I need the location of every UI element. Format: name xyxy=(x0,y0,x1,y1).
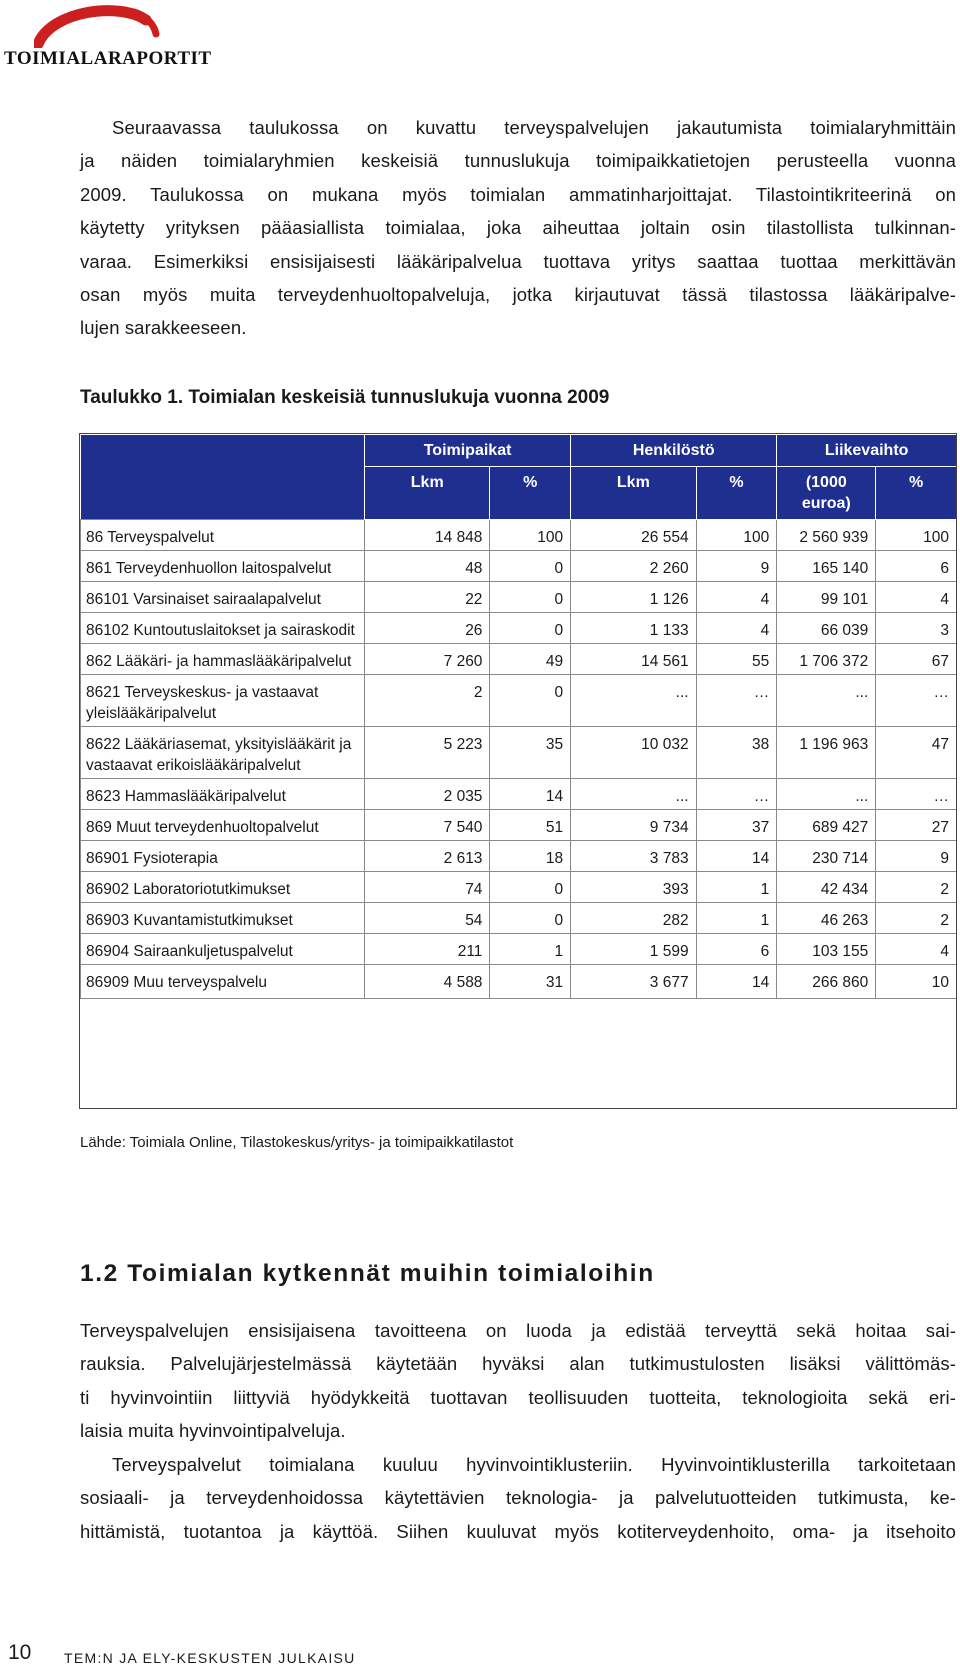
table-row xyxy=(81,644,957,675)
row-value-cell: 211 xyxy=(365,934,490,965)
row-value-cell: 66 039 xyxy=(777,613,876,644)
row-value-cell: 26 554 xyxy=(571,520,696,551)
intro-line: käytetty yrityksen pääasiallista toimialaa, joka aiheuttaa joltain osin tilastollista tulkinnan- xyxy=(80,217,956,239)
toimialaraportit-logo xyxy=(4,4,212,74)
row-label-cell: 86904 Sairaankuljetuspalvelut xyxy=(81,934,365,965)
row-value-cell: 10 032 xyxy=(571,727,696,779)
table-row xyxy=(81,903,957,934)
row-value-cell: 0 xyxy=(490,675,571,727)
row-value-cell: … xyxy=(876,779,957,810)
intro-line: lujen sarakkeeseen. xyxy=(80,317,247,339)
row-value-cell: 3 677 xyxy=(571,965,696,999)
row-value-cell: 2 260 xyxy=(571,551,696,582)
row-value-cell: 4 xyxy=(876,934,957,965)
row-value-cell: 7 540 xyxy=(365,810,490,841)
row-value-cell: 0 xyxy=(490,582,571,613)
row-label-cell: 8621 Terveyskeskus- ja vastaavat yleislääkäripalvelut xyxy=(81,675,365,727)
row-value-cell: 6 xyxy=(876,551,957,582)
row-value-cell: 103 155 xyxy=(777,934,876,965)
row-value-cell: 0 xyxy=(490,551,571,582)
logo-text: TOIMIALARAPORTIT xyxy=(4,48,212,69)
group-header-liikevaihto: Liikevaihto xyxy=(777,435,957,467)
row-value-cell: ... xyxy=(777,779,876,810)
row-value-cell: ... xyxy=(777,675,876,727)
row-value-cell: 10 xyxy=(876,965,957,999)
row-value-cell: 55 xyxy=(696,644,777,675)
row-value-cell: 6 xyxy=(696,934,777,965)
row-value-cell: 0 xyxy=(490,613,571,644)
row-value-cell: 100 xyxy=(490,520,571,551)
row-label-cell: 862 Lääkäri- ja hammaslääkäripalvelut xyxy=(81,644,365,675)
table-corner-cell xyxy=(81,435,365,520)
row-value-cell: 165 140 xyxy=(777,551,876,582)
section-line: laisia muita hyvinvointipalveluja. xyxy=(80,1420,346,1442)
row-value-cell: 230 714 xyxy=(777,841,876,872)
row-value-cell: … xyxy=(876,675,957,727)
row-value-cell: 9 xyxy=(696,551,777,582)
table-row xyxy=(81,872,957,903)
row-value-cell: 100 xyxy=(876,520,957,551)
health-services-table xyxy=(80,434,957,999)
section-paragraph-2 xyxy=(80,1448,956,1548)
section-line: sosiaali- ja terveydenhoidossa käytettävien teknologia- ja palvelutuotteiden tutkimusta, ke- xyxy=(80,1487,956,1509)
row-value-cell: 3 xyxy=(876,613,957,644)
row-value-cell: 54 xyxy=(365,903,490,934)
row-value-cell: 51 xyxy=(490,810,571,841)
row-label-cell: 86903 Kuvantamistutkimukset xyxy=(81,903,365,934)
row-value-cell: 100 xyxy=(696,520,777,551)
row-value-cell: 4 xyxy=(696,613,777,644)
table-caption: Taulukko 1. Toimialan keskeisiä tunnuslukuja vuonna 2009 xyxy=(80,387,610,408)
row-value-cell: 2 xyxy=(365,675,490,727)
row-value-cell: 2 613 xyxy=(365,841,490,872)
sub-header-percent: % xyxy=(490,467,571,520)
intro-paragraph xyxy=(80,111,956,345)
row-value-cell: 0 xyxy=(490,872,571,903)
section-line: Terveyspalvelujen ensisijaisena tavoitteena on luoda ja edistää terveyttä sekä hoitaa sai- xyxy=(80,1320,956,1341)
intro-line: Seuraavassa taulukossa on kuvattu terveyspalvelujen jakautumista toimialaryhmittäin xyxy=(112,117,956,138)
row-value-cell: 14 xyxy=(696,965,777,999)
table-row xyxy=(81,934,957,965)
group-header-henkilosto: Henkilöstö xyxy=(571,435,777,467)
row-value-cell: 1 706 372 xyxy=(777,644,876,675)
section-line: ti hyvinvointiin liittyviä hyödykkeitä tuottavan teollisuuden tuotteita, teknologioita sekä eri- xyxy=(80,1386,956,1408)
row-value-cell: 1 133 xyxy=(571,613,696,644)
row-value-cell: 27 xyxy=(876,810,957,841)
table-row xyxy=(81,779,957,810)
table-body xyxy=(81,520,957,999)
table-row xyxy=(81,675,957,727)
sub-header-1000-euroa: (1000 euroa) xyxy=(777,467,876,520)
row-value-cell: 46 263 xyxy=(777,903,876,934)
row-label-cell: 8622 Lääkäriasemat, yksityislääkärit ja vastaavat erikoislääkäripalvelut xyxy=(81,727,365,779)
row-value-cell: 49 xyxy=(490,644,571,675)
table-row xyxy=(81,727,957,779)
row-value-cell: 67 xyxy=(876,644,957,675)
table-row xyxy=(81,520,957,551)
row-value-cell: 18 xyxy=(490,841,571,872)
table-row xyxy=(81,810,957,841)
intro-line: ja näiden toimialaryhmien keskeisiä tunnuslukuja toimipaikkatietojen perusteella vuonna xyxy=(80,150,956,172)
row-value-cell: 282 xyxy=(571,903,696,934)
row-value-cell: 38 xyxy=(696,727,777,779)
row-value-cell: 2 560 939 xyxy=(777,520,876,551)
table-row xyxy=(81,613,957,644)
row-value-cell: 1 126 xyxy=(571,582,696,613)
row-label-cell: 86101 Varsinaiset sairaalapalvelut xyxy=(81,582,365,613)
row-label-cell: 869 Muut terveydenhuoltopalvelut xyxy=(81,810,365,841)
row-value-cell: 4 588 xyxy=(365,965,490,999)
table-group-header-row xyxy=(81,435,957,467)
sub-header-percent: % xyxy=(696,467,777,520)
group-header-toimipaikat: Toimipaikat xyxy=(365,435,571,467)
row-value-cell: 1 196 963 xyxy=(777,727,876,779)
row-value-cell: 42 434 xyxy=(777,872,876,903)
logo-swoosh-icon xyxy=(34,4,160,48)
row-value-cell: 74 xyxy=(365,872,490,903)
row-value-cell: … xyxy=(696,675,777,727)
table-row xyxy=(81,551,957,582)
row-label-cell: 86902 Laboratoriotutkimukset xyxy=(81,872,365,903)
row-value-cell: 1 xyxy=(696,903,777,934)
row-value-cell: 14 848 xyxy=(365,520,490,551)
intro-line: 2009. Taulukossa on mukana myös toimialan ammatinharjoittajat. Tilastointikriteerinä on xyxy=(80,183,956,205)
row-value-cell: 4 xyxy=(876,582,957,613)
row-value-cell: 14 xyxy=(696,841,777,872)
row-value-cell: 7 260 xyxy=(365,644,490,675)
row-value-cell: 26 xyxy=(365,613,490,644)
row-value-cell: 14 561 xyxy=(571,644,696,675)
section-line: Terveyspalvelut toimialana kuuluu hyvinvointiklusteriin. Hyvinvointiklusterilla tarkoitetaan xyxy=(112,1454,956,1475)
row-value-cell: 37 xyxy=(696,810,777,841)
section-line: rauksia. Palvelujärjestelmässä käytetään hyväksi alan tutkimustulosten lisäksi välittömäs- xyxy=(80,1353,956,1375)
row-value-cell: 48 xyxy=(365,551,490,582)
section-paragraph-1 xyxy=(80,1314,956,1448)
row-label-cell: 86 Terveyspalvelut xyxy=(81,520,365,551)
row-value-cell: 35 xyxy=(490,727,571,779)
page-number: 10 xyxy=(8,1641,32,1664)
table-row xyxy=(81,965,957,999)
row-value-cell: 1 599 xyxy=(571,934,696,965)
row-value-cell: 4 xyxy=(696,582,777,613)
row-value-cell: 3 783 xyxy=(571,841,696,872)
table-row xyxy=(81,841,957,872)
row-label-cell: 86909 Muu terveyspalvelu xyxy=(81,965,365,999)
row-value-cell: 2 xyxy=(876,872,957,903)
intro-line: osan myös muita terveydenhuoltopalveluja, jotka kirjautuvat tässä tilastossa lääkäripalve- xyxy=(80,284,956,306)
row-value-cell: 14 xyxy=(490,779,571,810)
sub-header-percent: % xyxy=(876,467,957,520)
row-value-cell: ... xyxy=(571,779,696,810)
section-line: hittämistä, tuotantoa ja käyttöä. Siihen kuuluvat myös kotiterveydenhoito, oma- ja itsehoito xyxy=(80,1520,956,1542)
row-label-cell: 86102 Kuntoutuslaitokset ja sairaskodit xyxy=(81,613,365,644)
row-value-cell: 0 xyxy=(490,903,571,934)
row-value-cell: 47 xyxy=(876,727,957,779)
sub-header-lkm: Lkm xyxy=(571,467,696,520)
row-label-cell: 86901 Fysioterapia xyxy=(81,841,365,872)
row-label-cell: 861 Terveydenhuollon laitospalvelut xyxy=(81,551,365,582)
table-source: Lähde: Toimiala Online, Tilastokeskus/yritys- ja toimipaikkatilastot xyxy=(80,1134,514,1151)
row-value-cell: 689 427 xyxy=(777,810,876,841)
row-value-cell: 1 xyxy=(696,872,777,903)
footer-publication: TEM:N JA ELY-KESKUSTEN JULKAISU xyxy=(64,1650,356,1666)
section-heading: 1.2 Toimialan kytkennät muihin toimialoihin xyxy=(80,1260,655,1287)
row-value-cell: 2 xyxy=(876,903,957,934)
row-value-cell: 1 xyxy=(490,934,571,965)
sub-header-lkm: Lkm xyxy=(365,467,490,520)
row-value-cell: 22 xyxy=(365,582,490,613)
row-value-cell: 5 223 xyxy=(365,727,490,779)
intro-line: varaa. Esimerkiksi ensisijaisesti lääkäripalvelua tuottava yritys saattaa tuottaa merkittävän xyxy=(80,250,956,272)
row-value-cell: 99 101 xyxy=(777,582,876,613)
row-value-cell: … xyxy=(696,779,777,810)
row-value-cell: 31 xyxy=(490,965,571,999)
row-value-cell: 9 734 xyxy=(571,810,696,841)
row-value-cell: 9 xyxy=(876,841,957,872)
row-value-cell: 393 xyxy=(571,872,696,903)
row-value-cell: 2 035 xyxy=(365,779,490,810)
row-value-cell: ... xyxy=(571,675,696,727)
row-label-cell: 8623 Hammaslääkäripalvelut xyxy=(81,779,365,810)
table-row xyxy=(81,582,957,613)
row-value-cell: 266 860 xyxy=(777,965,876,999)
